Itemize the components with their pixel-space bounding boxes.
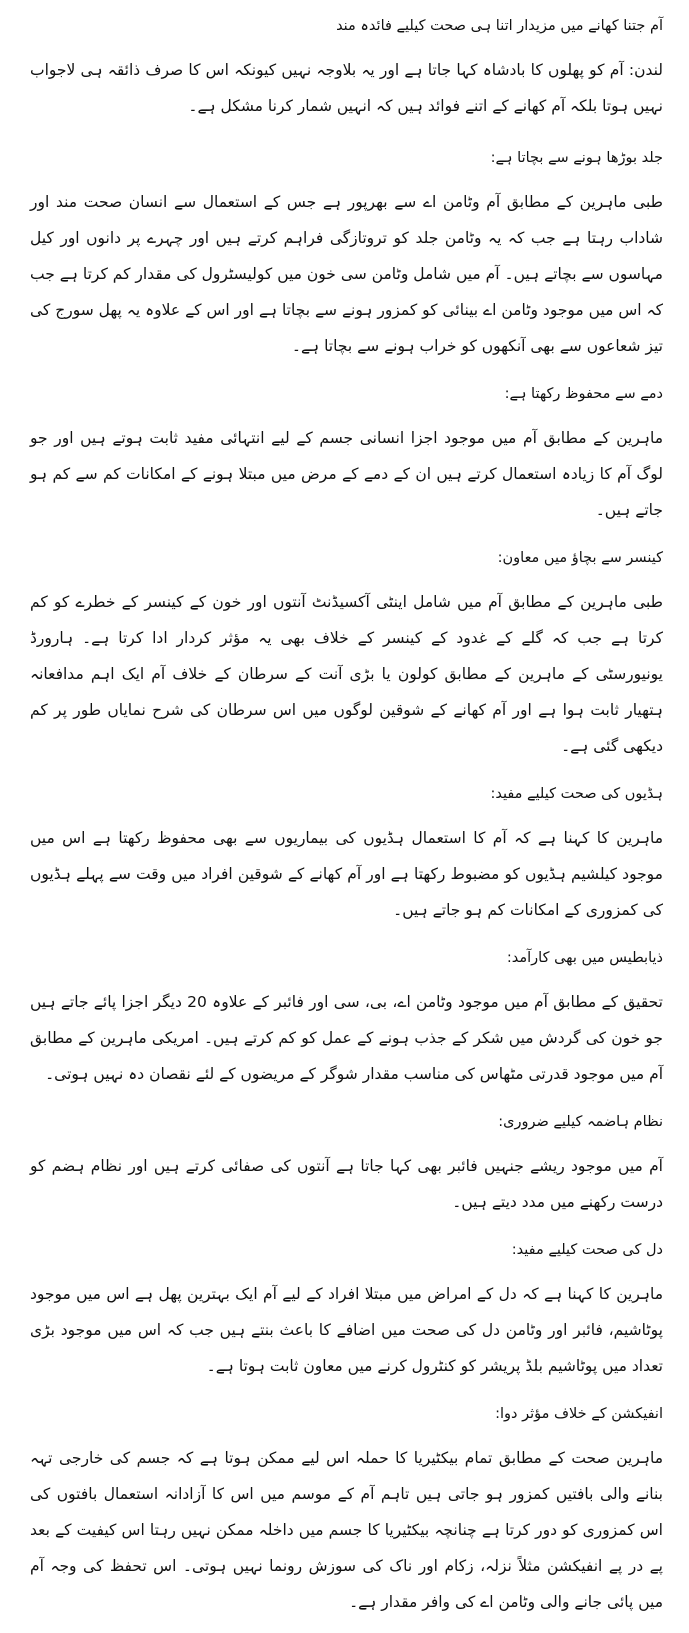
- section-body-infection: ماہرین صحت کے مطابق تمام بیکٹیریا کا حملہ اس لیے ممکن ہوتا ہے کہ جسم کی خارجی تہہ بنانے والی بافتیں کمزور ہو جاتی ہیں تاہم آم کے موسم میں اس کا آزادانہ استعمال بافتوں کی اس کمزوری کو دور کرتا ہے چنانچہ بیکٹیریا کا جسم میں داخلہ ممکن نہیں رہتا اس کیفیت کے بعد پے در پے انفیکشن مثلاً نزلہ، زکام اور ناک کی سوزش رونما نہیں ہوتی۔ اس تحفظ کی وجہ آم میں پائی جانے والی وٹامن اے کی وافر مقدار ہے۔: [30, 1449, 663, 1611]
- section-heading-asthma: دمے سے محفوظ رکھتا ہے:: [504, 386, 663, 402]
- section-body-bones: ماہرین کا کہنا ہے کہ آم کا استعمال ہڈیوں کی بیماریوں سے بھی محفوظ رکھتا ہے اس میں موجود کیلشیم ہڈیوں کو مضبوط رکھتا ہے اور آم کھانے کے شوقین افراد میں وقت سے پہلے ہڈیوں کی کمزوری کے امکانات کم ہو جاتے ہیں۔: [30, 829, 663, 919]
- section-body-skin: طبی ماہرین کے مطابق آم وٹامن اے سے بھرپور ہے جس کے استعمال سے انسان صحت مند اور شاداب رہتا ہے جب کہ یہ وٹامن جلد کو تروتازگی فراہم کرتے ہیں اور چہرے پر دانوں اور کیل مہاسوں سے بچاتے ہیں۔ آم میں شامل وٹامن سی خون میں کولیسٹرول کی مقدار کم کرتا ہے جب کہ اس میں موجود وٹامن اے بینائی کو کمزور ہونے سے بچاتا ہے اور اس کے علاوہ یہ پھل سورج کی تیز شعاعوں سے بھی آنکھوں کو خراب ہونے سے بچاتا ہے۔: [30, 193, 663, 355]
- article-title: آم جتنا کھانے میں مزیدار اتنا ہی صحت کیلیے فائدہ مند: [336, 18, 663, 34]
- section-body-cancer: طبی ماہرین کے مطابق آم میں شامل اینٹی آکسیڈنٹ آنتوں اور خون کے کینسر کے خطرے کو کم کرتا ہے جب کہ گلے کے غدود کے کینسر کے خلاف بھی یہ مؤثر کردار ادا کرتا ہے۔ ہارورڈ یونیورسٹی کے ماہرین کے مطابق کولون یا بڑی آنت کے سرطان کے خلاف آم ایک اہم مدافعانہ ہتھیار ثابت ہوا ہے اور آم کھانے کے شوقین لوگوں میں اس سرطان کی شرح نمایاں طور پر کم دیکھی گئی ہے۔: [30, 593, 663, 755]
- section-body-asthma: ماہرین کے مطابق آم میں موجود اجزا انسانی جسم کے لیے انتہائی مفید ثابت ہوتے ہیں اور جو لوگ آم کا زیادہ استعمال کرتے ہیں ان کے دمے کے مرض میں مبتلا ہونے کے امکانات کم سے کم ہو جاتے ہیں۔: [30, 429, 663, 519]
- section-heading-heart: دل کی صحت کیلیے مفید:: [511, 1242, 663, 1258]
- section-heading-digestion: نظام ہاضمہ کیلیے ضروری:: [498, 1114, 663, 1130]
- section-body-heart: ماہرین کا کہنا ہے کہ دل کے امراض میں مبتلا افراد کے لیے آم ایک بہترین پھل ہے اس میں موجود پوٹاشیم، فائبر اور وٹامن دل کی صحت میں اضافے کا باعث بنتے ہیں جب کہ اس میں موجود بڑی تعداد میں پوٹاشیم بلڈ پریشر کو کنٹرول کرنے میں معاون ثابت ہوتا ہے۔: [30, 1285, 663, 1375]
- section-heading-infection: انفیکشن کے خلاف مؤثر دوا:: [495, 1406, 663, 1422]
- article-intro: لندن: آم کو پھلوں کا بادشاہ کہا جاتا ہے اور یہ بلاوجہ نہیں کیونکہ اس کا صرف ذائقہ ہی لاجواب نہیں ہوتا بلکہ آم کھانے کے اتنے فوائد ہیں کہ انہیں شمار کرنا مشکل ہے۔: [30, 61, 663, 115]
- section-heading-cancer: کینسر سے بچاؤ میں معاون:: [497, 550, 663, 566]
- section-heading-bones: ہڈیوں کی صحت کیلیے مفید:: [490, 786, 663, 802]
- section-heading-skin: جلد بوڑھا ہونے سے بچاتا ہے:: [490, 150, 663, 166]
- section-body-diabetes: تحقیق کے مطابق آم میں موجود وٹامن اے، بی، سی اور فائبر کے علاوہ 20 دیگر اجزا پائے جاتے ہیں جو خون کی گردش میں شکر کے جذب ہونے کے عمل کو کم کرتے ہیں۔ امریکی ماہرین کے مطابق آم میں موجود قدرتی مٹھاس کی مناسب مقدار شوگر کے مریضوں کے لئے نقصان دہ نہیں ہوتی۔: [30, 993, 663, 1083]
- section-heading-diabetes: ذیابطیس میں بھی کارآمد:: [506, 950, 663, 966]
- section-body-digestion: آم میں موجود ریشے جنہیں فائبر بھی کہا جاتا ہے آنتوں کی صفائی کرتے ہیں اور نظام ہضم کو درست رکھنے میں مدد دیتے ہیں۔: [30, 1157, 663, 1211]
